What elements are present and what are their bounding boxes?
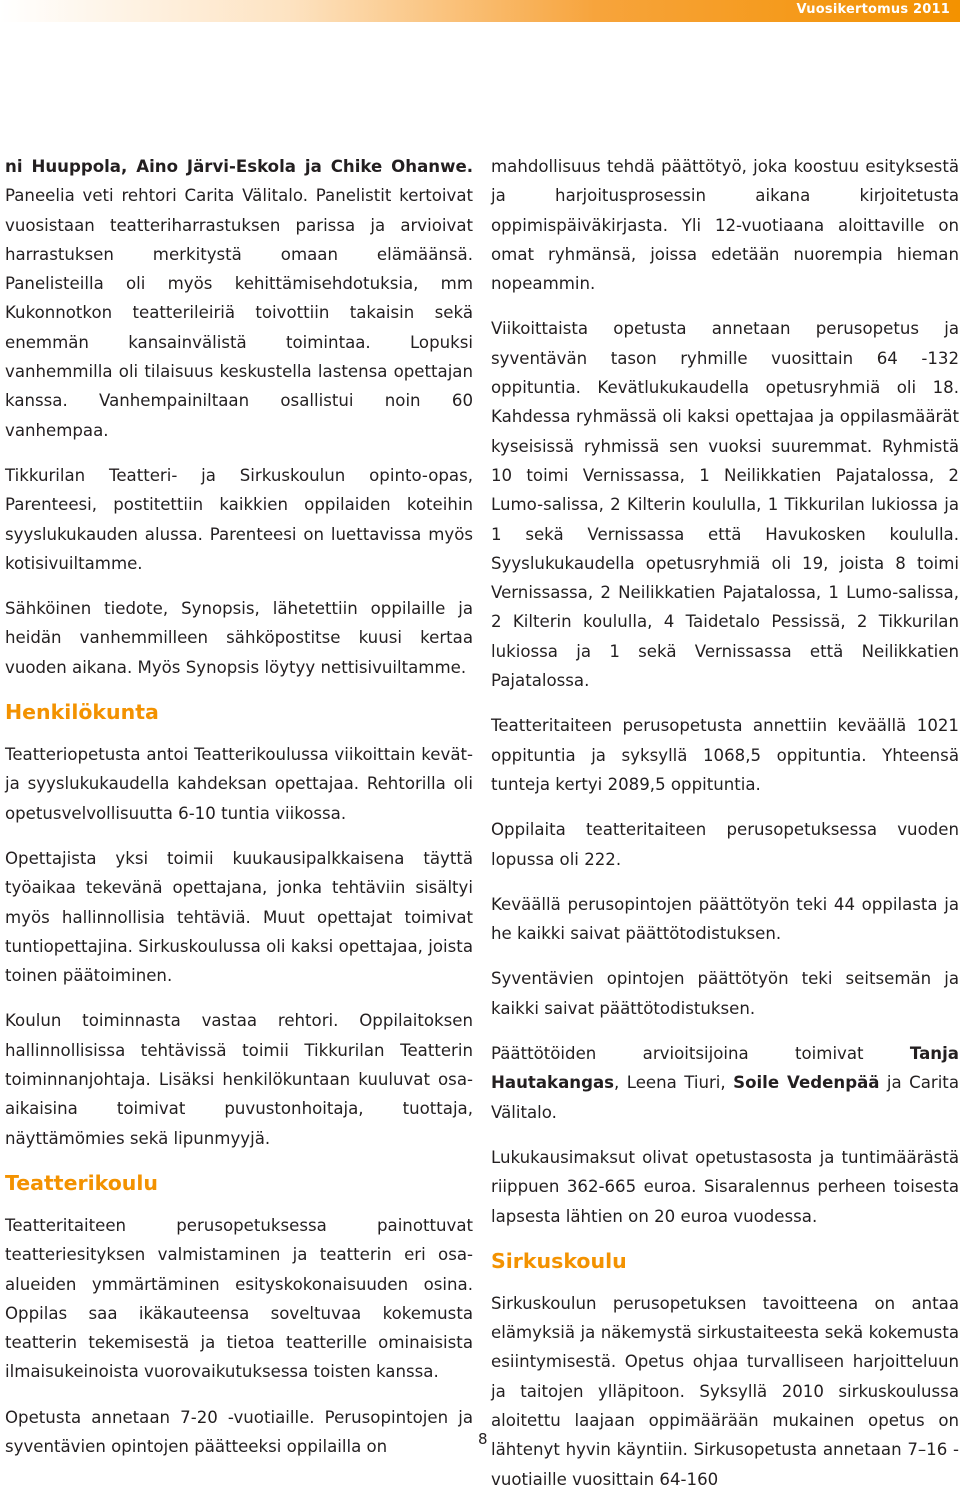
page-number: 8 xyxy=(478,1430,488,1448)
heading-henkilokunta: Henkilökunta xyxy=(5,700,159,725)
paragraph-weekly-teaching: Viikoittaista opetusta annetaan perusopetus ja syventävän tason ryhmille vuosittain 64 -132 oppituntia. Kevätlukukaudella opetusryhmiä oli 18. Kahdessa ryhmässä oli kaksi opettajaa ja oppilasmäärät kyseisissä ryhmissä sen vuoksi suuremmat. Ryhmistä 10 toimi Vernissassa, 1 Neilikkatien Pajatalossa, 2 Lumo-salissa, 2 Kilterin koululla, 1 Tikkurilan lukiossa ja 1 sekä Vernissassa että Havukosken koululla. Syyslukukaudella opetusryhmiä oli 19, joista 8 toimi Vernissassa, 2 Neilikkatien Pajatalossa, 1 Lumo-salissa, 2 Kilterin koululla, 4 Taidetalo Pessissä, 2 Tikkurilan lukiossa ja 1 sekä Vernissassa että Neilikkatien Pajatalossa. xyxy=(491,319,959,691)
paragraph-panel xyxy=(5,152,473,445)
paragraph-spring-final: Keväällä perusopintojen päättötyön teki 44 oppilasta ja he kaikki saivat päättötodistuksen. xyxy=(491,894,959,944)
panel-names: ni Huuppola, Aino Järvi-Eskola ja Chike Ohanwe. xyxy=(5,157,473,176)
panel-text: Paneelia veti rehtori Carita Välitalo. Panelistit kertoivat vuosistaan teatteriharrastuksen parissa ja arvioivat harrastuksen merkitystä omaan elämäänsä. Panelisteilla oli myös kehittämisehdotuksia, mm Kukonnotkon teatterileiriä toivottiin takaisin sekä enemmän kansainvälistä toimintaa. Lopuksi vanhemmilla oli tilaisuus keskustella lastensa opettajan kanssa. Vanhempainiltaan osallistui noin 60 vanhempaa. xyxy=(5,186,473,440)
evaluators-middle: , Leena Tiuri, xyxy=(614,1073,734,1093)
publication-title: Vuosikertomus 2011 xyxy=(796,2,950,17)
heading-teatterikoulu: Teatterikoulu xyxy=(5,1170,159,1195)
paragraph-age-groups: Opetusta annetaan 7-20 -vuotiaille. Perusopintojen ja syventävien opintojen päätteeksi oppilailla on xyxy=(5,1407,473,1456)
evaluator-name: Soile Vedenpää xyxy=(733,1073,880,1093)
heading-sirkuskoulu: Sirkuskoulu xyxy=(491,1248,627,1273)
left-column xyxy=(5,152,473,1477)
paragraph-final-work: mahdollisuus tehdä päättötyö, joka koostuu esityksestä ja harjoitusprosessin aikana kirjoitetusta oppimispäiväkirjasta. Yli 12-vuotiaana aloittaville on omat ryhmänsä, joissa edetään nuorempia hieman nopeammin. xyxy=(491,157,959,294)
paragraph-teachers: Teatteriopetusta antoi Teatterikoulussa viikoittain kevät- ja syyslukukaudella kahdeksan opettajaa. Rehtorilla oli opetusvelvollisuutta 6-10 tuntia viikossa. xyxy=(5,745,473,823)
paragraph-teaching-focus: Teatteritaiteen perusopetuksessa painottuvat teatteriesityksen valmistaminen ja teatterin eri osa-alueiden ymmärtäminen esityskokonaisuuden osina. Oppilas saa ikäkauteensa soveltuvaa kokemusta teatterin tekemisestä ja tietoa teatterille ominaisista ilmaisukeinoista vuorovaikutuksessa toisten kanssa. xyxy=(5,1215,473,1382)
paragraph-student-count: Oppilaita teatteritaiteen perusopetuksessa vuoden lopussa oli 222. xyxy=(491,820,959,869)
paragraph-advanced-final: Syventävien opintojen päättötyön teki seitsemän ja kaikki saivat päättötodistuksen. xyxy=(491,969,959,1018)
paragraph-synopsis: Sähköinen tiedote, Synopsis, lähetettiin oppilaille ja heidän vanhemmilleen sähköpostitse kuusi kertaa vuoden aikana. Myös Synopsis löytyy nettisivuiltamme. xyxy=(5,599,473,677)
evaluators-end: ja Carita Välitalo. xyxy=(491,1073,959,1122)
paragraph-teacher-roles: Opettajista yksi toimii kuukausipalkkaisena täyttä työaikaa tekevänä opettajana, jonka tehtäviin sisältyi myös hallinnollisia tehtäviä. Muut opettajat toimivat tuntiopettajina. Sirkuskoulussa oli kaksi opettajaa, joista toinen päätoiminen. xyxy=(5,848,473,986)
evaluators-intro: Päättötöiden arvioitsijoina toimivat xyxy=(491,1044,910,1064)
paragraph-lesson-totals: Teatteritaiteen perusopetusta annettiin keväällä 1021 oppituntia ja syksyllä 1068,5 oppituntia. Yhteensä tunteja kertyi 2089,5 oppituntia. xyxy=(491,716,959,794)
paragraph-circus: Sirkuskoulun perusopetuksen tavoitteena on antaa elämyksiä ja näkemystä sirkustaiteesta sekä kokemusta esiintymisestä. Opetus ohjaa turvalliseen harjoitteluun ja taitojen ylläpitoon. Syksyllä 2010 sirkuskoulussa aloitettu laajaan oppimäärään mukainen opetus on lähtenyt hyvin käyntiin. Sirkusopetusta annetaan 7–16 -vuotiaille vuosittain 64-160 xyxy=(491,1293,959,1489)
paragraph-administration: Koulun toiminnasta vastaa rehtori. Oppilaitoksen hallinnollisissa tehtävissä toimii Tikkurilan Teatterin toiminnanjohtaja. Lisäksi henkilökuntaan kuuluvat osa-aikaisina toimivat puvustonhoitaja, tuottaja, näyttämömies sekä lipunmyyjä. xyxy=(5,1011,473,1148)
evaluator-name: Tanja Hautakangas xyxy=(491,1044,959,1093)
paragraph-parenteesi: Tikkurilan Teatteri- ja Sirkuskoulun opinto-opas, Parenteesi, postitettiin kaikkien oppilaiden koteihin syyslukukauden alussa. Parenteesi on luettavissa myös kotisivuiltamme. xyxy=(5,465,473,573)
header-bar xyxy=(0,0,960,22)
paragraph-fees: Lukukausimaksut olivat opetustasosta ja tuntimäärästä riippuen 362-665 euroa. Sisaralennus perheen toisesta lapsesta lähtien on 20 euroa vuodessa. xyxy=(491,1147,959,1226)
paragraph-evaluators xyxy=(491,1039,959,1127)
right-column xyxy=(491,152,959,1510)
